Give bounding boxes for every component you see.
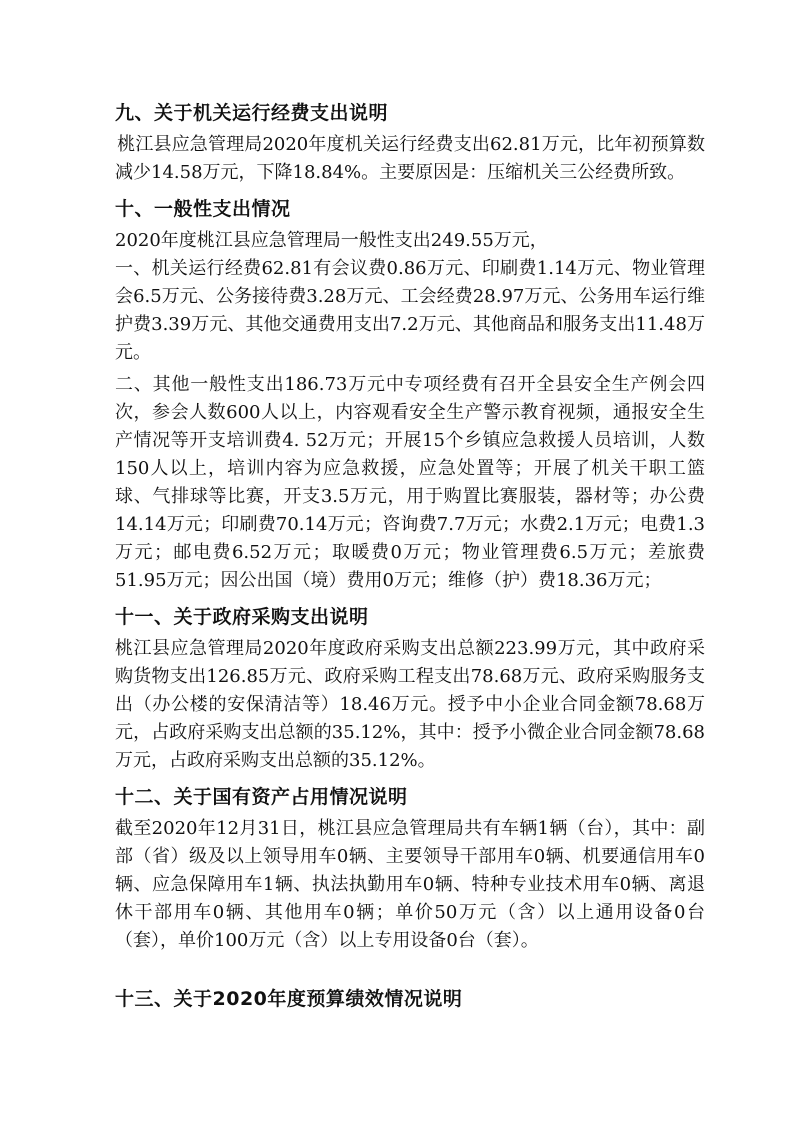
section-9-paragraph-1: 桃江县应急管理局2020年度机关运行经费支出62.81万元，比年初预算数减少14.58万元，下降18.84%。主要原因是：压缩机关三公经费所致。 [115, 134, 705, 183]
section-10-paragraph-3: 二、其他一般性支出186.73万元中专项经费有召开全县安全生产例会四次，参会人数600人以上，内容观看安全生产警示教育视频，通报安全生产情况等开支培训费4. 52万元；开展15个乡镇应急救援人员培训，人数150人以上，培训内容为应急救援，应急处置等；开展了机关干职工篮球、气排球等比赛，开支3.5万元，用于购置比赛服装，器材等；办公费14.14万元；印刷费70.14万元；咨询费7.7万元；水费2.1万元；电费1.3万元；邮电费6.52万元；取暖费0万元；物业管理费6.5万元；差旅费51.95万元；因公出国（境）费用0万元；维修（护）费18.36万元； [115, 374, 705, 591]
section-11-paragraph-1: 桃江县应急管理局2020年度政府采购支出总额223.99万元，其中政府采购货物支出126.85万元、政府采购工程支出78.68万元、政府采购服务支出（办公楼的安保清洁等）18.46万元。授予中小企业合同金额78.68万元，占政府采购支出总额的35.12%，其中：授予小微企业合同金额78.68万元，占政府采购支出总额的35.12%。 [115, 638, 705, 771]
section-heading-11: 十一、关于政府采购支出说明 [115, 606, 369, 628]
section-12-paragraph-1: 截至2020年12月31日，桃江县应急管理局共有车辆1辆（台），其中：副部（省）级及以上领导用车0辆、主要领导干部用车0辆、机要通信用车0辆、应急保障用车1辆、执法执勤用车0辆、特种专业技术用车0辆、离退休干部用车0辆、其他用车0辆；单价50万元（含）以上通用设备0台（套），单价100万元（含）以上专用设备0台（套）。 [115, 818, 705, 951]
document-body [115, 99, 705, 1013]
section-heading-13: 十三、关于2020年度预算绩效情况说明 [115, 988, 463, 1010]
section-10-paragraph-1: 2020年度桃江县应急管理局一般性支出249.55万元， [115, 230, 548, 251]
section-10-paragraph-2: 一、机关运行经费62.81有会议费0.86万元、印刷费1.14万元、物业管理会6.5万元、公务接待费3.28万元、工会经费28.97万元、公务用车运行维护费3.39万元、其他交通费用支出7.2万元、其他商品和服务支出11.48万元。 [115, 258, 705, 363]
section-heading-12: 十二、关于国有资产占用情况说明 [115, 786, 408, 808]
section-heading-9: 九、关于机关运行经费支出说明 [115, 102, 389, 124]
section-heading-10: 十、一般性支出情况 [115, 198, 291, 220]
